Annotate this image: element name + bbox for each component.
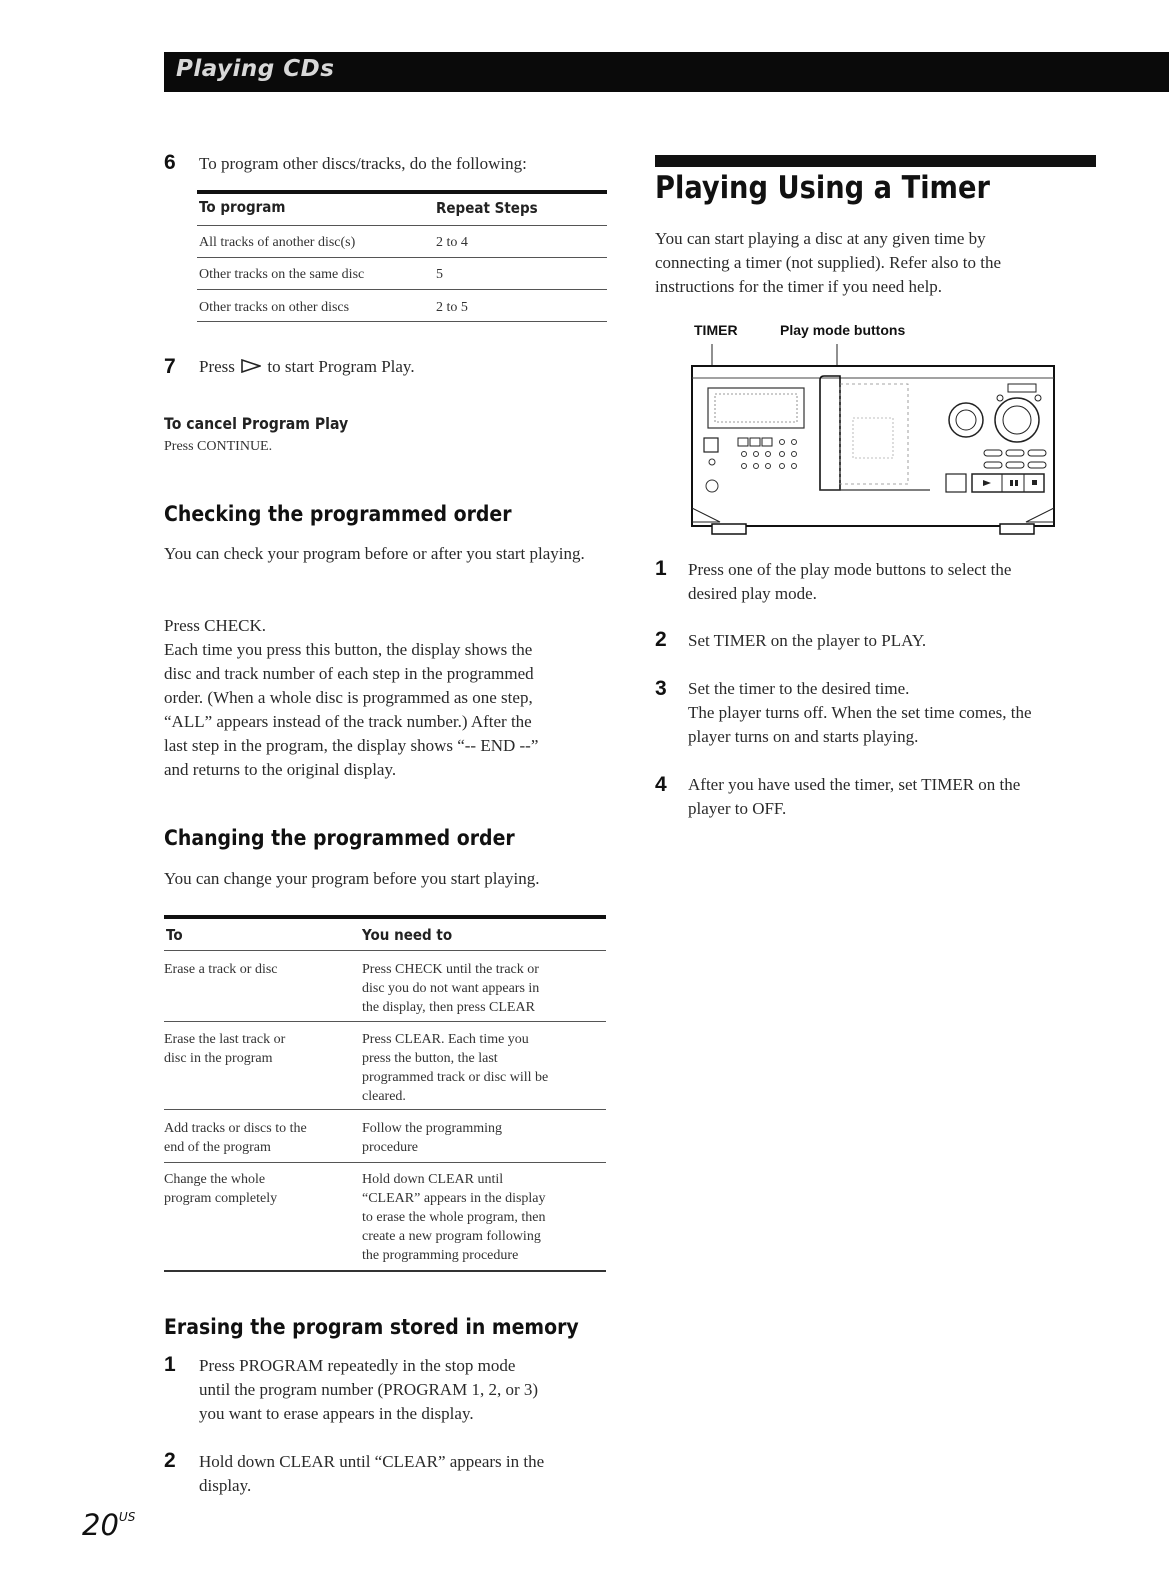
line: procedure <box>362 1140 418 1155</box>
line: create a new program following <box>362 1229 541 1244</box>
divider <box>164 1109 606 1110</box>
step-text <box>199 1354 538 1426</box>
table-cell-to <box>164 1030 285 1068</box>
step-text-before: Press <box>199 357 235 376</box>
body-paragraph <box>655 227 1100 299</box>
page-number <box>82 1508 135 1542</box>
line: Set the timer to the desired time. <box>688 679 910 698</box>
line: press the button, the last <box>362 1051 498 1066</box>
step-number: 3 <box>655 677 667 700</box>
divider <box>197 321 607 322</box>
line: player turns on and starts playing. <box>688 727 919 746</box>
line: Change the whole <box>164 1172 266 1187</box>
line: instructions for the timer if you need help. <box>655 277 943 296</box>
table-bottom-rule <box>164 1270 606 1272</box>
divider <box>164 1021 606 1022</box>
line: After you have used the timer, set TIMER on the <box>688 775 1021 794</box>
step-text-after: to start Program Play. <box>267 357 415 376</box>
line: connecting a timer (not supplied). Refer also to the <box>655 253 1002 272</box>
step-text <box>688 677 1032 749</box>
step-text <box>199 355 415 379</box>
body-text: Press CONTINUE. <box>164 439 273 454</box>
step-text <box>688 558 1011 606</box>
table-cell-to <box>164 1119 307 1157</box>
table-header-to: To <box>166 926 183 944</box>
line: “ALL” appears instead of the track number.) After the <box>164 712 532 731</box>
table-cell: 5 <box>436 267 443 282</box>
table-cell-to <box>164 960 278 979</box>
line: until the program number (PROGRAM 1, 2, or 3) <box>199 1380 539 1399</box>
line: display. <box>199 1476 252 1495</box>
play-mode-label: Play mode buttons <box>780 322 906 338</box>
line: You can start playing a disc at any given time by <box>655 229 986 248</box>
line: Press CLEAR. Each time you <box>362 1032 529 1047</box>
line: Add tracks or discs to the <box>164 1121 307 1136</box>
body-text: You can check your program before or after you start playing. <box>164 544 585 563</box>
table-top-rule <box>164 915 606 919</box>
table-cell: 2 to 4 <box>436 235 468 250</box>
body-text: You can change your program before you start playing. <box>164 869 540 888</box>
section-heading: Changing the programmed order <box>164 826 515 850</box>
line: Press CHECK. <box>164 616 267 635</box>
line: end of the program <box>164 1140 271 1155</box>
line: the programming procedure <box>362 1248 519 1263</box>
timer-label: TIMER <box>694 322 738 338</box>
line: last step in the program, the display shows “-- END --” <box>164 736 539 755</box>
cd-player-illustration <box>690 340 1060 540</box>
line: disc in the program <box>164 1051 273 1066</box>
section-heading: Erasing the program stored in memory <box>164 1315 579 1339</box>
line: “CLEAR” appears in the display <box>362 1191 546 1206</box>
play-icon <box>241 359 261 373</box>
line: Hold down CLEAR until <box>362 1172 504 1187</box>
table-top-rule <box>197 190 607 194</box>
line: player to OFF. <box>688 799 787 818</box>
table-cell-need <box>362 1030 548 1106</box>
line: Press one of the play mode buttons to select the <box>688 560 1012 579</box>
section-heading: Checking the programmed order <box>164 502 512 526</box>
line: Press PROGRAM repeatedly in the stop mode <box>199 1356 516 1375</box>
section-title-timer: Playing Using a Timer <box>655 170 990 206</box>
table-header-you-need-to: You need to <box>362 926 453 944</box>
header-bar <box>164 52 1169 92</box>
table-header-repeat-steps: Repeat Steps <box>436 199 538 217</box>
subheading: To cancel Program Play <box>164 414 349 433</box>
line: Erase a track or disc <box>164 962 278 977</box>
line: disc and track number of each step in the programmed <box>164 664 534 683</box>
line: desired play mode. <box>688 584 817 603</box>
step-number: 1 <box>655 557 667 580</box>
table-cell-need <box>362 1119 502 1157</box>
divider <box>197 289 607 290</box>
line: the display, then press CLEAR <box>362 1000 535 1015</box>
table-cell: All tracks of another disc(s) <box>199 235 356 250</box>
step-text: To program other discs/tracks, do the following: <box>199 154 527 173</box>
line: Press CHECK until the track or <box>362 962 539 977</box>
section-title: Playing CDs <box>176 56 335 82</box>
divider <box>197 257 607 258</box>
line: and returns to the original display. <box>164 760 397 779</box>
line: cleared. <box>362 1089 406 1104</box>
body-paragraph <box>164 614 614 782</box>
divider <box>164 950 606 951</box>
page-suffix: US <box>118 1510 136 1524</box>
line: Follow the programming <box>362 1121 502 1136</box>
line: to erase the whole program, then <box>362 1210 546 1225</box>
line: Set TIMER on the player to PLAY. <box>688 631 927 650</box>
step-number: 4 <box>655 773 667 796</box>
step-text <box>688 773 1020 821</box>
step-number: 1 <box>164 1353 176 1376</box>
table-cell: 2 to 5 <box>436 300 468 315</box>
line: you want to erase appears in the display. <box>199 1404 474 1423</box>
step-text <box>199 1450 544 1498</box>
table-cell: Other tracks on the same disc <box>199 267 365 282</box>
step-number: 6 <box>164 151 176 174</box>
line: disc you do not want appears in <box>362 981 540 996</box>
line: Each time you press this button, the display shows the <box>164 640 533 659</box>
table-cell-to <box>164 1170 277 1208</box>
line: Erase the last track or <box>164 1032 286 1047</box>
page-number-value: 20 <box>82 1508 119 1542</box>
line: order. (When a whole disc is programmed as one step, <box>164 688 533 707</box>
title-rule <box>655 155 1096 167</box>
divider <box>164 1162 606 1163</box>
step-text <box>688 629 926 653</box>
table-cell-need <box>362 960 539 1017</box>
table-cell: Other tracks on other discs <box>199 300 350 315</box>
line: The player turns off. When the set time comes, the <box>688 703 1032 722</box>
line: programmed track or disc will be <box>362 1070 549 1085</box>
table-cell-need <box>362 1170 546 1265</box>
table-header-to-program: To program <box>199 198 286 216</box>
line: program completely <box>164 1191 278 1206</box>
line: Hold down CLEAR until “CLEAR” appears in the <box>199 1452 545 1471</box>
step-number: 2 <box>655 628 667 651</box>
step-number: 2 <box>164 1449 176 1472</box>
step-number: 7 <box>164 355 176 378</box>
divider <box>197 225 607 226</box>
